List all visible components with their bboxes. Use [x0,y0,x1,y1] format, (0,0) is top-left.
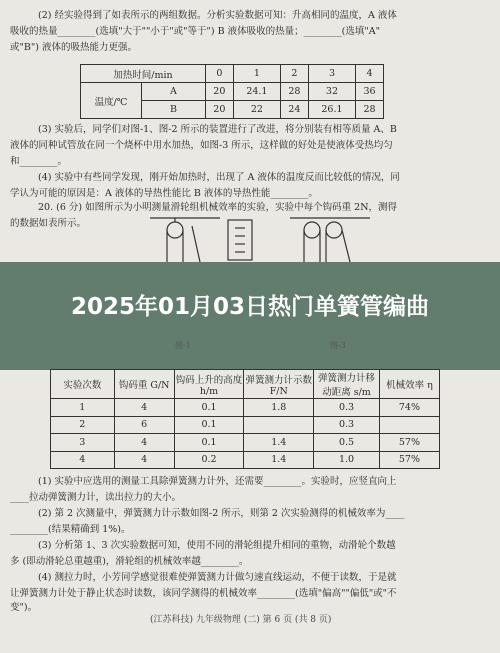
banner-title: 2025年01月03日热门单簧管编曲 [70,294,430,320]
table-cell: 0.2 [174,451,244,469]
q19-4-line2: 学认为可能的原因是：A 液体的导热性能比 B 液体的导热性能________。 [10,188,318,199]
q19-3-line3: 和________。 [10,156,68,167]
pulley-icon [326,222,342,238]
table-cell: 0.5 [314,434,380,452]
q19-2-line2: 吸收的热量________(选填"大于""小于"或"等于") B 液体吸收的热量；________(选填"A" [10,26,380,37]
table-row [81,65,384,83]
table-row [51,416,440,434]
table-cell: 2 [51,416,115,434]
table-row [51,451,440,469]
table-header-cell: 0 [205,65,233,83]
pulley-efficiency-table [50,369,440,469]
table-header-cell: 1 [233,65,280,83]
q20-4-line1: (4) 测拉力时，小芳同学感觉很难使弹簧测力计做匀速直线运动，不便于读数，于是就 [38,572,397,583]
table-cell: 20 [205,101,233,119]
q19-2-line1: (2) 经实验得到了如表所示的两组数据。分析实验数据可知：升高相同的温度，A 液体 [38,10,397,21]
table-row [51,399,440,417]
table-cell: 4 [114,434,174,452]
table-cell: 74% [379,399,439,417]
q20-4-line3: 变")。 [10,602,38,613]
table-cell: 28 [356,101,384,119]
table-header-cell: 2 [280,65,308,83]
pulley-figures [140,216,380,264]
table-cell: 32 [308,83,355,101]
temperature-table [80,64,384,119]
q20-2-line1: (2) 第 2 次测量中，弹簧测力计示数如图-2 所示，则第 2 次实验测得的机械效率为____ [38,508,405,519]
table-cell: 22 [233,101,280,119]
table-cell: 0.1 [174,434,244,452]
table-cell: 0.3 [314,399,380,417]
table-cell: 1.0 [314,451,380,469]
pulley-icon [167,222,183,238]
table-cell: 3 [51,434,115,452]
table-cell: 1.4 [244,434,314,452]
q19-3-line1: (3) 实验后，同学们对图-1、图-2 所示的装置进行了改进，将分别装有相等质量 A、B [38,124,397,135]
table-header-cell: 4 [356,65,384,83]
table-header-cell: 钩码重 G/N [114,370,174,399]
q20-3-line2: 多 (即动滑轮总重越重)，滑轮组的机械效率越________。 [10,556,249,567]
table-cell: 4 [114,451,174,469]
table-cell: 1.8 [244,399,314,417]
q20-line2: 的数据如表所示。 [10,218,87,229]
table-cell [379,416,439,434]
row-label-cell: 温度/℃ [81,83,142,119]
table-header-cell: 弹簧测力计移动距离 s/m [314,370,380,399]
q19-3-line2: 液体的同种试管放在同一个烧杯中用水加热，如图-3 所示，这样做的好处是使液体受热均匀 [10,140,393,151]
table-cell: 4 [114,399,174,417]
figure-caption-3: 图-3 [330,341,346,350]
table-header-cell: 实验次数 [51,370,115,399]
spring-scale-icon [228,220,252,260]
table-cell: 0.3 [314,416,380,434]
table-cell: 36 [356,83,384,101]
table-row [51,434,440,452]
q20-1-line2: ____拉动弹簧测力计，读出拉力的大小。 [10,492,182,503]
table-cell: 57% [379,451,439,469]
pulley-icon [304,222,320,238]
table-cell [244,416,314,434]
table-cell: 57% [379,434,439,452]
table-cell: 4 [51,451,115,469]
table-cell: 1 [51,399,115,417]
table-cell: 26.1 [308,101,355,119]
table-cell: 24.1 [233,83,280,101]
table-header-cell: 机械效率 η [379,370,439,399]
table-header-cell: 弹簧测力计示数 F/N [244,370,314,399]
table-cell: 24 [280,101,308,119]
table-header-cell: 加热时间/min [81,65,206,83]
page-footer: (江苏科技) 九年级物理 (二) 第 6 页 (共 8 页) [150,615,332,625]
table-cell: 0.1 [174,416,244,434]
q20-1-line1: (1) 实验中应选用的测量工具除弹簧测力计外，还需要________。实验时，应竖直向上 [38,476,397,487]
table-cell: 20 [205,83,233,101]
q20-3-line1: (3) 分析第 1、3 次实验数据可知，使用不同的滑轮组提升相同的重物，动滑轮个数越 [38,540,396,551]
table-cell: 1.4 [244,451,314,469]
q19-2-line3: 或"B") 液体的吸热能力更强。 [10,42,137,53]
table-cell: A [142,83,206,101]
figure-caption-1: 图-1 [175,341,191,350]
table-row [51,370,440,399]
table-row [81,83,384,101]
table-cell: 28 [280,83,308,101]
q20-4-line2: 让弹簧测力计处于静止状态时读数，该同学测得的机械效率________(选填"偏高""偏低"或"不 [10,588,397,599]
table-header-cell: 钩码上升的高度 h/m [174,370,244,399]
table-cell: 6 [114,416,174,434]
q20-line1: 20. (6 分) 如图所示为小明测量滑轮组机械效率的实验，实验中每个钩码重 2N，测得 [38,202,398,213]
table-cell: 0.1 [174,399,244,417]
table-cell: B [142,101,206,119]
table-header-cell: 3 [308,65,355,83]
q20-2-line2: ________(结果精确到 1%)。 [10,524,131,535]
q19-4-line1: (4) 实验中有些同学发现，刚开始加热时，出现了 A 液体的温度反而比较低的情况，同 [38,172,400,183]
